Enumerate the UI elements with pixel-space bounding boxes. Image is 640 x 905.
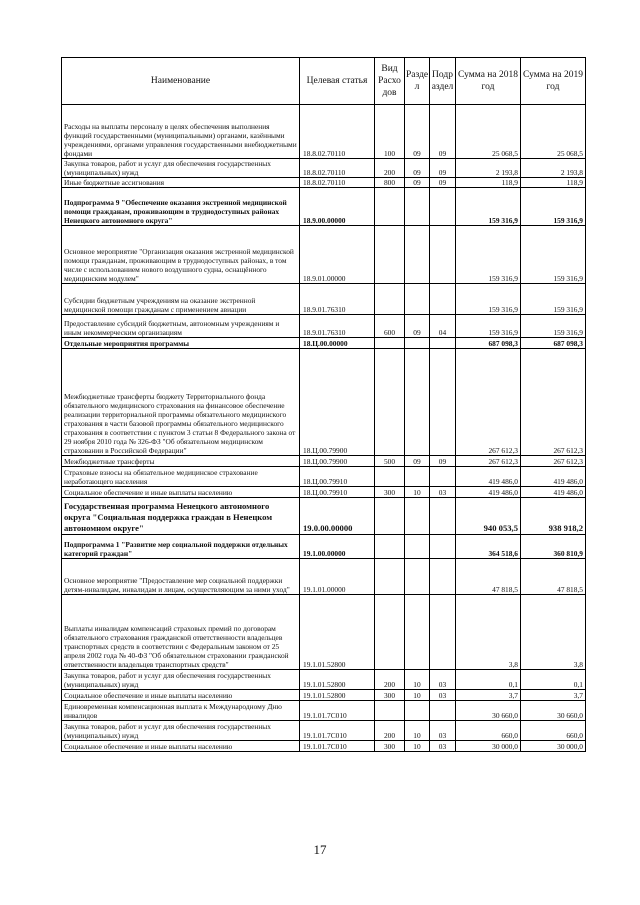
row-section: [405, 338, 430, 349]
row-name: Государственная программа Ненецкого автономного округа "Социальная поддержка граждан в Ненецком автономном округе": [62, 498, 300, 535]
row-target: 19.1.00.00000: [300, 535, 375, 559]
table-row: [62, 595, 586, 670]
row-expense-type: [375, 349, 405, 456]
row-name: Иные бюджетные ассигнования: [62, 178, 300, 188]
row-sum-2019: 159 316,9: [521, 284, 586, 315]
row-subsection: 09: [430, 105, 456, 159]
row-section: 10: [405, 690, 430, 701]
row-name: Межбюджетные трансферты бюджету Территориального фонда обязательного медицинского страхования на финансовое обеспечение реализации территориальной программы обязательного медицинского страхования в части базовой программы обязательного медицинского страхования в соответствии с пунктом 3 статьи 8 Федерального закона от 29 ноября 2010 года № 326-ФЗ "Об обязательном медицинском страховании в Российской Федерации": [62, 349, 300, 456]
row-target: 18.9.01.76310: [300, 284, 375, 315]
header-name: Наименование: [62, 58, 300, 105]
row-target: 19.1.01.7С010: [300, 741, 375, 752]
row-name: Расходы на выплаты персоналу в целях обеспечения выполнения функций государственными (муниципальными) органами, казёнными учреждениями, органами управления государственными внебюджетными фондами: [62, 105, 300, 159]
row-subsection: [430, 226, 456, 284]
row-section: [405, 701, 430, 721]
row-expense-type: 200: [375, 159, 405, 178]
row-sum-2019: 660,0: [521, 721, 586, 741]
table-row: [62, 456, 586, 467]
row-target: 18.Ц.00.79900: [300, 456, 375, 467]
row-subsection: 03: [430, 487, 456, 498]
table-row: [62, 690, 586, 701]
row-sum-2018: 3,7: [456, 690, 521, 701]
row-expense-type: 300: [375, 690, 405, 701]
table-row: [62, 721, 586, 741]
row-subsection: [430, 467, 456, 487]
row-target: 18.Ц.00.79910: [300, 467, 375, 487]
row-expense-type: [375, 559, 405, 595]
row-section: 10: [405, 741, 430, 752]
table-row: [62, 670, 586, 690]
row-expense-type: [375, 595, 405, 670]
row-sum-2018: 687 098,3: [456, 338, 521, 349]
row-sum-2018: 25 068,5: [456, 105, 521, 159]
row-sum-2018: 267 612,3: [456, 456, 521, 467]
row-expense-type: [375, 188, 405, 226]
row-expense-type: [375, 701, 405, 721]
row-section: [405, 498, 430, 535]
row-sum-2018: 2 193,8: [456, 159, 521, 178]
row-name: Основное мероприятие "Предоставление мер социальной поддержки детям-инвалидам, инвалидам и лицам, осуществляющим за ними уход": [62, 559, 300, 595]
row-sum-2018: 267 612,3: [456, 349, 521, 456]
row-name: Субсидии бюджетным учреждениям на оказание экстренной медицинской помощи гражданам с применением авиации: [62, 284, 300, 315]
row-sum-2019: 47 818,5: [521, 559, 586, 595]
row-section: 10: [405, 670, 430, 690]
row-name: Страховые взносы на обязательное медицинское страхование неработающего населения: [62, 467, 300, 487]
row-expense-type: 600: [375, 315, 405, 338]
row-sum-2018: 940 053,5: [456, 498, 521, 535]
header-sum-2018: Сумма на 2018 год: [456, 58, 521, 105]
row-target: 19.1.01.52800: [300, 670, 375, 690]
row-subsection: 03: [430, 721, 456, 741]
row-expense-type: [375, 467, 405, 487]
row-name: Закупка товаров, работ и услуг для обеспечения государственных (муниципальных) нужд: [62, 721, 300, 741]
row-subsection: 03: [430, 741, 456, 752]
table-row: [62, 701, 586, 721]
table-row: [62, 105, 586, 159]
row-section: 09: [405, 178, 430, 188]
row-sum-2019: 30 000,0: [521, 741, 586, 752]
row-subsection: 09: [430, 178, 456, 188]
row-section: 09: [405, 456, 430, 467]
row-sum-2018: 159 316,9: [456, 188, 521, 226]
header-expense-type: Вид Расхо дов: [375, 58, 405, 105]
row-sum-2018: 30 000,0: [456, 741, 521, 752]
header-target: Целевая статья: [300, 58, 375, 105]
table-row: [62, 467, 586, 487]
row-sum-2018: 3,8: [456, 595, 521, 670]
header-sum-2019: Сумма на 2019 год: [521, 58, 586, 105]
row-expense-type: [375, 338, 405, 349]
row-sum-2019: 267 612,3: [521, 349, 586, 456]
table-row: [62, 338, 586, 349]
row-sum-2019: 938 918,2: [521, 498, 586, 535]
row-section: [405, 226, 430, 284]
row-section: [405, 467, 430, 487]
row-name: Подпрограмма 1 "Развитие мер социальной поддержки отдельных категорий граждан": [62, 535, 300, 559]
row-target: 18.9.01.76310: [300, 315, 375, 338]
row-section: 09: [405, 315, 430, 338]
row-sum-2019: 159 316,9: [521, 226, 586, 284]
row-sum-2019: 30 660,0: [521, 701, 586, 721]
row-target: 18.9.01.00000: [300, 226, 375, 284]
row-target: 19.1.01.00000: [300, 559, 375, 595]
header-subsection: Подр аздел: [430, 58, 456, 105]
table-row: [62, 284, 586, 315]
row-target: 18.9.00.00000: [300, 188, 375, 226]
row-sum-2018: 419 486,0: [456, 487, 521, 498]
row-target: 19.1.01.7С010: [300, 721, 375, 741]
row-sum-2019: 25 068,5: [521, 105, 586, 159]
row-section: 09: [405, 105, 430, 159]
row-name: Закупка товаров, работ и услуг для обеспечения государственных (муниципальных) нужд: [62, 159, 300, 178]
row-name: Единовременная компенсационная выплата к Международному Дню инвалидов: [62, 701, 300, 721]
row-subsection: [430, 188, 456, 226]
row-name: Выплаты инвалидам компенсаций страховых премий по договорам обязательного страхования гражданской ответственности владельцев транспортных средств в соответствии с Федеральным законом от 25 апреля 2002 года № 40-ФЗ "Об обязательном страховании гражданской ответственности владельцев транспортных средств": [62, 595, 300, 670]
table-row: [62, 226, 586, 284]
row-sum-2018: 47 818,5: [456, 559, 521, 595]
row-name: Социальное обеспечение и иные выплаты населению: [62, 690, 300, 701]
row-subsection: [430, 349, 456, 456]
row-subsection: 04: [430, 315, 456, 338]
row-target: 18.8.02.70110: [300, 105, 375, 159]
row-sum-2018: 30 660,0: [456, 701, 521, 721]
table-row: [62, 349, 586, 456]
page-number: 17: [313, 842, 327, 857]
row-target: 18.Ц.00.00000: [300, 338, 375, 349]
table-row: [62, 487, 586, 498]
row-name: Предоставление субсидий бюджетным, автономным учреждениям и иным некоммерческим организациям: [62, 315, 300, 338]
header-section: Разде л: [405, 58, 430, 105]
row-section: 10: [405, 721, 430, 741]
row-expense-type: 300: [375, 487, 405, 498]
row-name: Межбюджетные трансферты: [62, 456, 300, 467]
row-target: 18.Ц.00.79910: [300, 487, 375, 498]
table-row: [62, 159, 586, 178]
row-sum-2018: 364 518,6: [456, 535, 521, 559]
row-subsection: 09: [430, 159, 456, 178]
row-name: Отдельные мероприятия программы: [62, 338, 300, 349]
row-section: [405, 535, 430, 559]
row-target: 19.1.01.52800: [300, 690, 375, 701]
row-sum-2019: 159 316,9: [521, 315, 586, 338]
row-sum-2019: 419 486,0: [521, 467, 586, 487]
row-subsection: [430, 498, 456, 535]
row-subsection: 09: [430, 456, 456, 467]
row-name: Подпрограмма 9 "Обеспечение оказания экстренной медицинской помощи гражданам, проживающим в труднодоступных районах Ненецкого автономного округа": [62, 188, 300, 226]
row-sum-2018: 159 316,9: [456, 226, 521, 284]
row-target: 19.1.01.52800: [300, 595, 375, 670]
row-subsection: [430, 559, 456, 595]
row-sum-2019: 267 612,3: [521, 456, 586, 467]
table-row: [62, 188, 586, 226]
budget-table: [61, 57, 586, 752]
row-target: 18.Ц.00.79900: [300, 349, 375, 456]
row-section: [405, 559, 430, 595]
row-section: [405, 284, 430, 315]
row-expense-type: 200: [375, 721, 405, 741]
row-name: Основное мероприятие "Организация оказания экстренной медицинской помощи гражданам, проживающим в труднодоступных районах, в том числе с использованием нового воздушного судна, оснащённого медицинским модулем": [62, 226, 300, 284]
row-sum-2019: 118,9: [521, 178, 586, 188]
row-subsection: [430, 338, 456, 349]
row-sum-2019: 419 486,0: [521, 487, 586, 498]
row-name: Закупка товаров, работ и услуг для обеспечения государственных (муниципальных) нужд: [62, 670, 300, 690]
row-sum-2018: 159 316,9: [456, 315, 521, 338]
row-sum-2018: 159 316,9: [456, 284, 521, 315]
row-target: 18.8.02.70110: [300, 159, 375, 178]
row-expense-type: [375, 535, 405, 559]
row-section: [405, 595, 430, 670]
row-subsection: [430, 284, 456, 315]
row-subsection: 03: [430, 690, 456, 701]
row-sum-2019: 3,7: [521, 690, 586, 701]
row-expense-type: 300: [375, 741, 405, 752]
table-row: [62, 741, 586, 752]
row-expense-type: 500: [375, 456, 405, 467]
row-sum-2019: 159 316,9: [521, 188, 586, 226]
row-sum-2018: 118,9: [456, 178, 521, 188]
table-body: [62, 105, 586, 752]
row-expense-type: [375, 498, 405, 535]
row-expense-type: [375, 284, 405, 315]
row-section: [405, 349, 430, 456]
row-subsection: [430, 701, 456, 721]
row-target: 19.0.00.00000: [300, 498, 375, 535]
row-subsection: 03: [430, 670, 456, 690]
row-target: 19.1.01.7С010: [300, 701, 375, 721]
row-section: 09: [405, 159, 430, 178]
row-name: Социальное обеспечение и иные выплаты населению: [62, 487, 300, 498]
row-subsection: [430, 535, 456, 559]
table-row: [62, 178, 586, 188]
row-subsection: [430, 595, 456, 670]
row-expense-type: 200: [375, 670, 405, 690]
row-sum-2018: 419 486,0: [456, 467, 521, 487]
row-sum-2018: 0,1: [456, 670, 521, 690]
row-sum-2019: 360 810,9: [521, 535, 586, 559]
row-expense-type: 800: [375, 178, 405, 188]
row-expense-type: 100: [375, 105, 405, 159]
table-row: [62, 315, 586, 338]
row-name: Социальное обеспечение и иные выплаты населению: [62, 741, 300, 752]
row-sum-2019: 0,1: [521, 670, 586, 690]
row-sum-2019: 2 193,8: [521, 159, 586, 178]
row-sum-2018: 660,0: [456, 721, 521, 741]
row-target: 18.8.02.70110: [300, 178, 375, 188]
row-expense-type: [375, 226, 405, 284]
table-row: [62, 498, 586, 535]
row-section: [405, 188, 430, 226]
table-row: [62, 535, 586, 559]
row-sum-2019: 3,8: [521, 595, 586, 670]
table-row: [62, 559, 586, 595]
row-section: 10: [405, 487, 430, 498]
header-row: [62, 58, 586, 105]
row-sum-2019: 687 098,3: [521, 338, 586, 349]
